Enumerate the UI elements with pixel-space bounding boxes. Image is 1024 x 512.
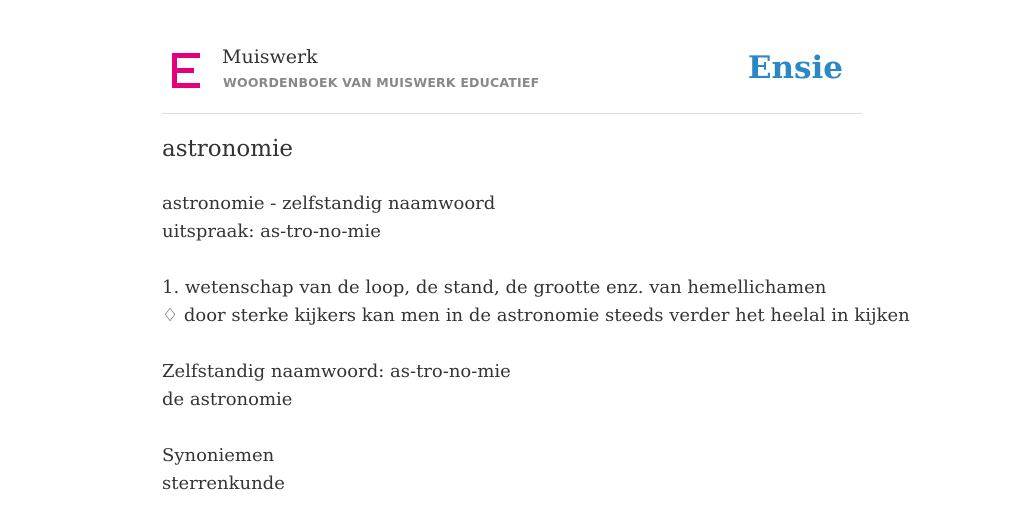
entry-line: ♢ door sterke kijkers kan men in de astronomie steeds verder het heelal in kijken [162,305,910,326]
logo-bar-bottom [172,83,200,88]
entry-line: Synoniemen [162,445,275,466]
entry-line: de astronomie [162,389,293,410]
entry-line: uitspraak: as-tro-no-mie [162,221,381,242]
entry-line [162,414,910,442]
logo-bar-top [172,53,200,58]
entry-title: astronomie [162,136,294,162]
entry-line [162,246,910,274]
site-subtitle: WOORDENBOEK VAN MUISWERK EDUCATIEF [223,75,540,90]
entry-line: astronomie - zelfstandig naamwoord [162,193,496,214]
muiswerk-logo-icon[interactable] [172,53,200,88]
entry-line: 1. wetenschap van de loop, de stand, de grootte enz. van hemellichamen [162,277,827,298]
entry-line: sterrenkunde [162,473,285,494]
page-container [162,0,910,494]
site-title[interactable]: Muiswerk [222,46,318,68]
entry-body [162,190,910,498]
entry-line [162,330,910,358]
site-header [162,0,862,114]
ensie-brand-logo[interactable]: Ensie [747,50,843,86]
logo-bar-middle [172,68,194,73]
entry-line: Zelfstandig naamwoord: as-tro-no-mie [162,361,511,382]
